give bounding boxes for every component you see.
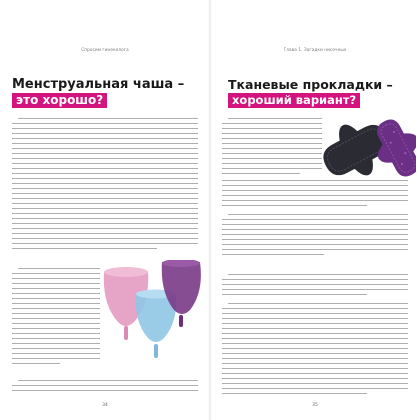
left-page-number: 34 [102, 403, 108, 408]
menstrual-cups-illustration [100, 260, 202, 370]
left-body-text-middle [12, 268, 100, 376]
right-body-text-top [222, 118, 322, 178]
right-page [210, 0, 420, 420]
cloth-pads-illustration [316, 110, 416, 185]
left-running-head: Спросим гинеколога [81, 47, 129, 52]
right-body-text-bottom [222, 274, 408, 410]
right-heading: Тканевые прокладки – [228, 77, 393, 92]
right-running-head: Глава 1. Загадки нисечных [283, 47, 347, 52]
right-page-number: 35 [312, 403, 318, 408]
left-heading: Менструальная чаша – [12, 77, 185, 92]
right-body-text-middle [222, 180, 408, 270]
left-subhead: это хорошо? [12, 93, 107, 108]
right-subhead: хороший вариант? [228, 93, 360, 108]
left-body-text-top [12, 118, 198, 263]
